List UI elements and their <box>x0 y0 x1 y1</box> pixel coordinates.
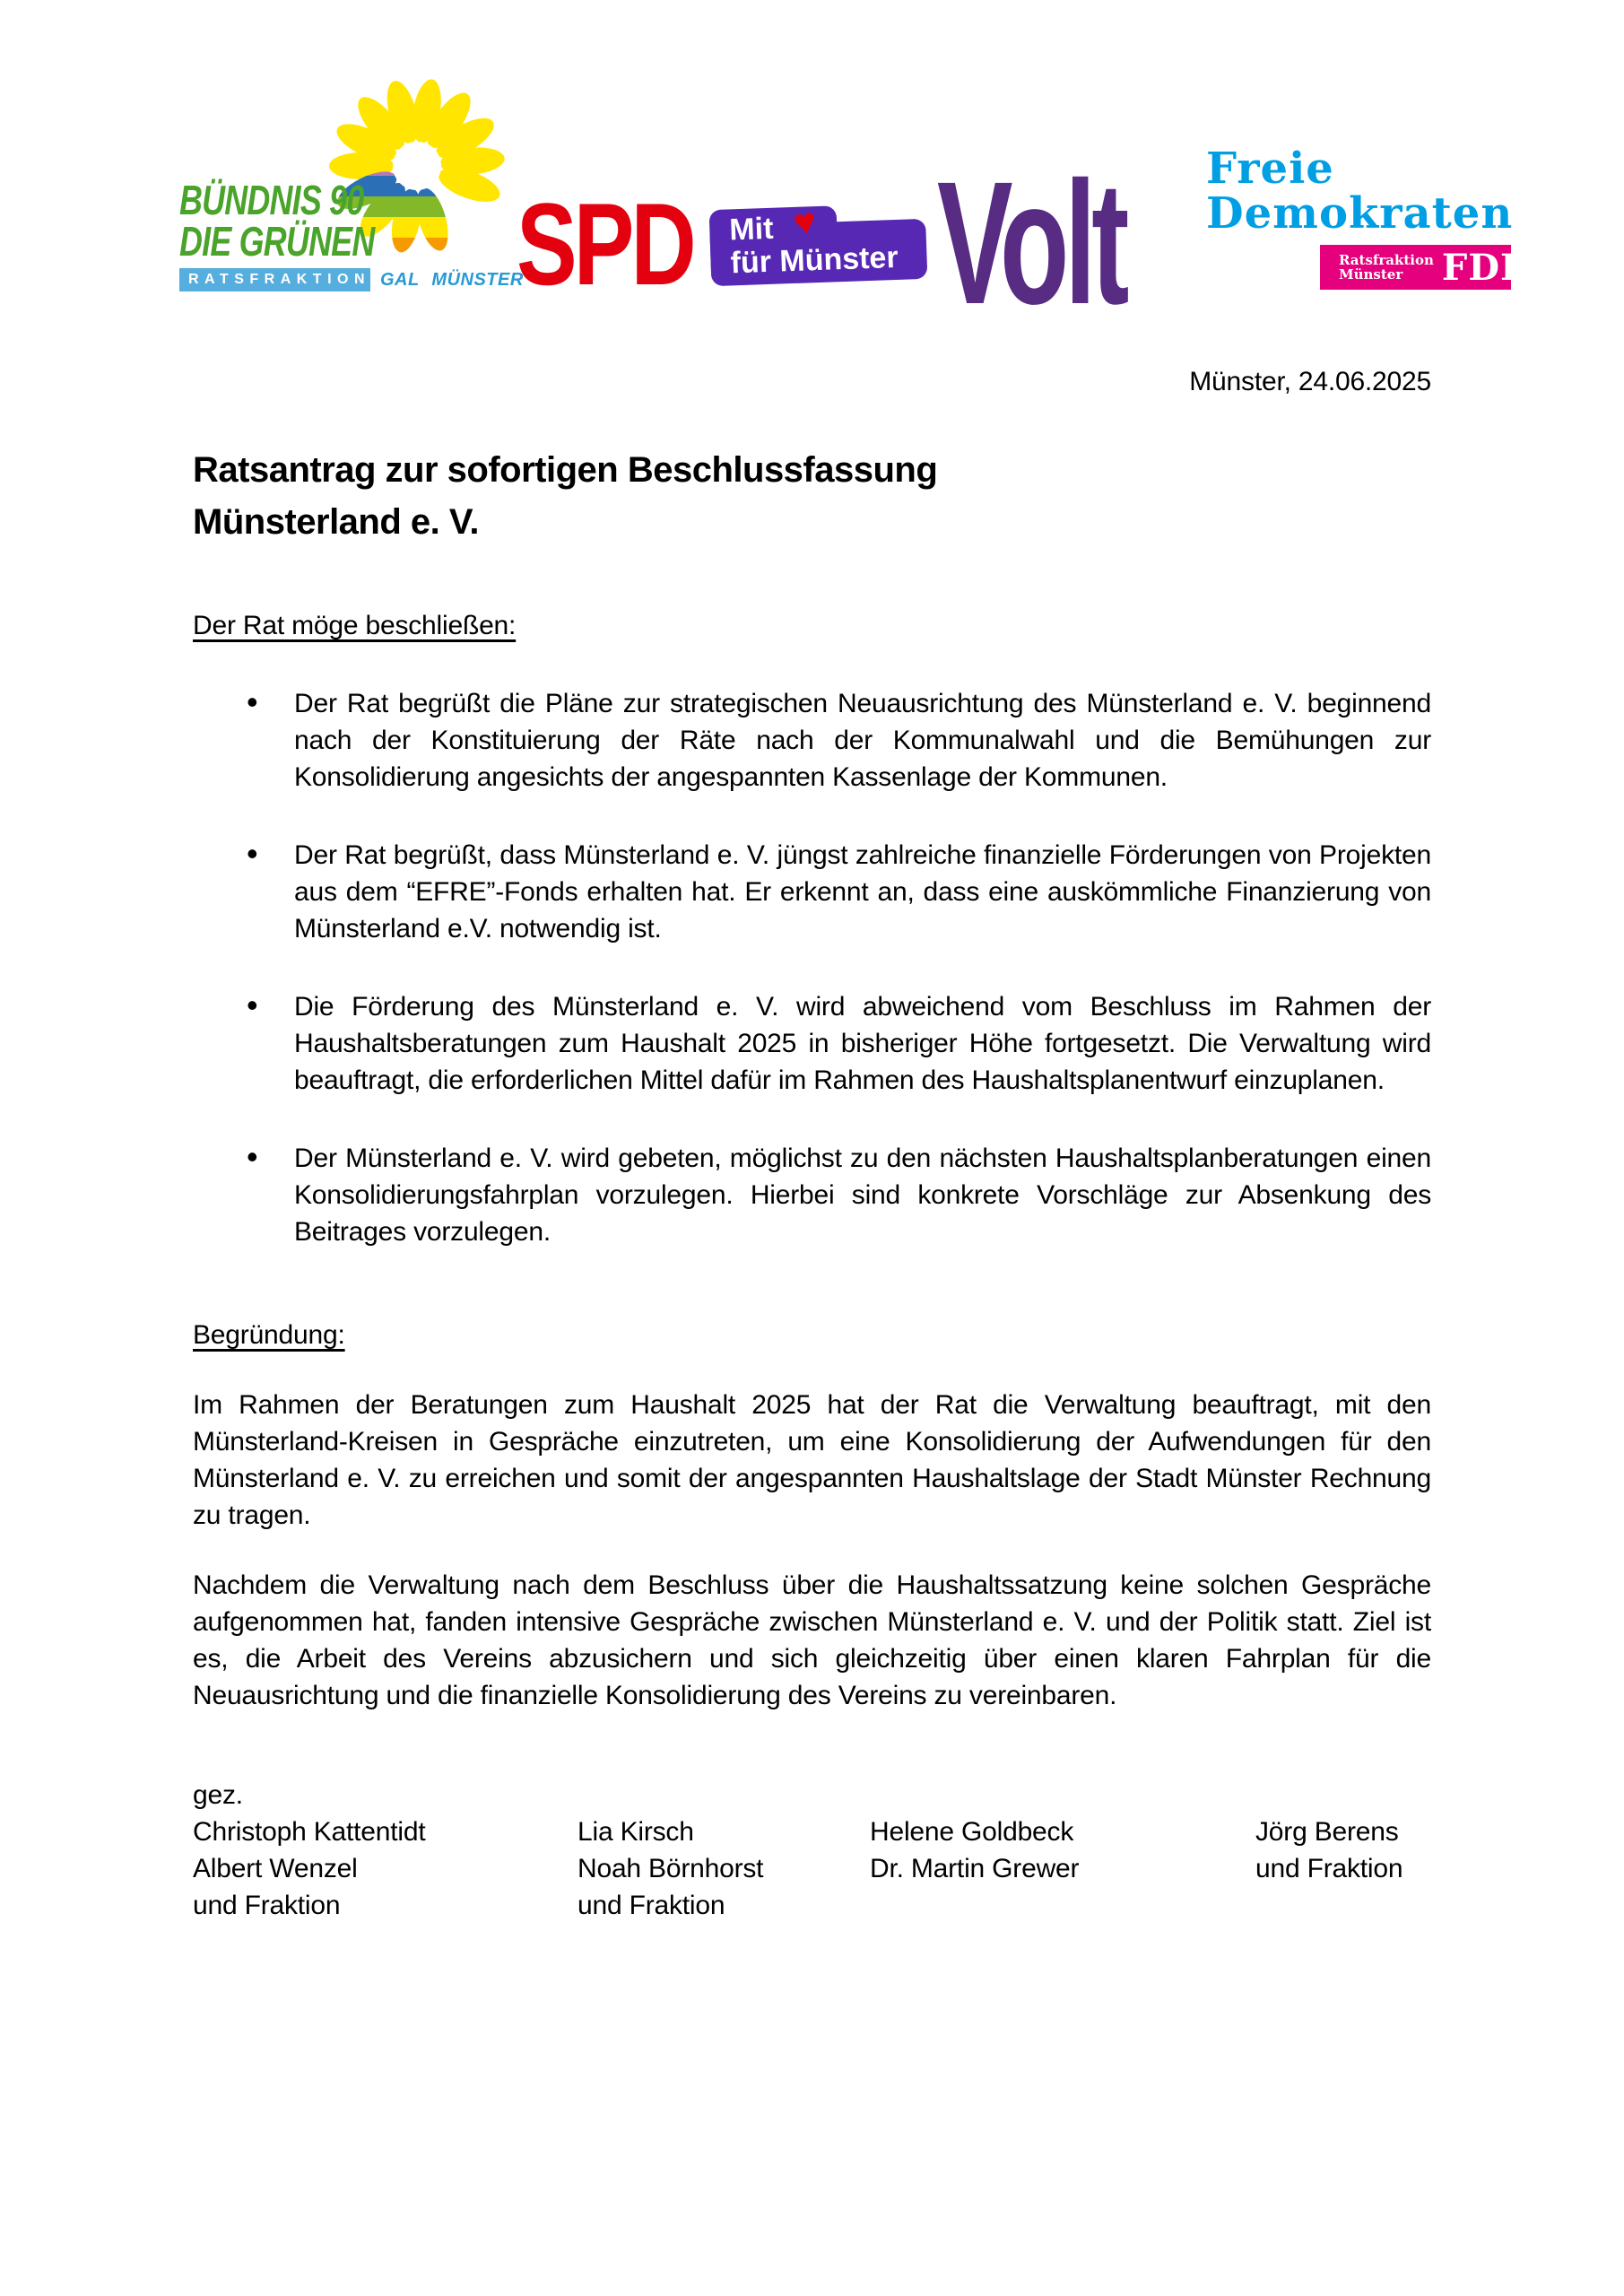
signature-name: Helene Goldbeck <box>870 1817 1074 1847</box>
fdp-fraktion-line1: Ratsfraktion <box>1339 252 1434 268</box>
signature-block <box>193 1813 1431 1924</box>
logo-volt: Volt <box>937 145 1125 341</box>
signature-name: Dr. Martin Grewer <box>870 1854 1080 1883</box>
fdp-fraktion-line2: Münster <box>1339 266 1403 283</box>
justification-paragraph: Nachdem die Verwaltung nach dem Beschluss über die Haushaltssatzung keine solchen Gespräche aufgenommen hat, fanden intensive Gespräche zwischen Münsterland e. V. und der Politik statt. Ziel ist es, die Arbeit des Vereins abzusichern und sich gleichzeitig über einen klaren Fahrplan für die Neuausrichtung und die finanzielle Konsolidierung des Vereins zu vereinbaren. <box>193 1570 1431 1710</box>
signature-prefix: gez. <box>193 1780 243 1810</box>
signature-column <box>578 1813 870 1924</box>
signature-name: Jörg Berens <box>1255 1817 1399 1847</box>
signature-name: und Fraktion <box>578 1891 725 1920</box>
resolution-bullet-list <box>193 685 1431 1250</box>
heart-icon: ♥ <box>790 198 820 245</box>
page-title <box>193 444 1431 548</box>
title-line2: Münsterland e. V. <box>193 502 479 542</box>
signature-name: Lia Kirsch <box>578 1817 694 1847</box>
fdp-line1: Freie <box>1206 144 1334 194</box>
title-line1: Ratsantrag zur sofortigen Beschlussfassung <box>193 450 938 490</box>
bullet-item: • Der Münsterland e. V. wird gebeten, möglichst zu den nächsten Haushaltsplanberatungen einen Konsolidierungsfahrplan vorzulegen. Hierbei sind konkrete Vorschläge zur Absenkung des Beitrages vorzulegen. <box>294 1140 1431 1250</box>
spd-wordmark: SPD <box>517 178 693 309</box>
signature-column <box>870 1813 1255 1924</box>
gruene-ratsfraktion-bar: RATSFRAKTION <box>179 268 370 291</box>
spd-badge-line1: Mit <box>728 211 775 248</box>
bullet-item: • Die Förderung des Münsterland e. V. wird abweichend vom Beschluss im Rahmen der Haushaltsberatungen zum Haushalt 2025 in bisheriger Höhe fortgesetzt. Die Verwaltung wird beauftragt, die erforderlichen Mittel dafür im Rahmen des Haushaltsplanentwurf einzuplanen. <box>294 988 1431 1099</box>
letter-body <box>193 0 1431 1924</box>
gruene-line1: BÜNDNIS 90 <box>179 177 364 223</box>
signature-column <box>1255 1813 1431 1924</box>
signature-name: Noah Börnhorst <box>578 1854 764 1883</box>
gruene-gal-muenster: GAL MÜNSTER <box>380 270 524 290</box>
signature-column <box>193 1813 578 1924</box>
spd-badge-line2: für Münster <box>729 239 899 281</box>
bullet-item: • Der Rat begrüßt, dass Münsterland e. V. jüngst zahlreiche finanzielle Förderungen von Projekten aus dem “EFRE”-Fonds erhalten hat. Er erkennt an, dass eine auskömmliche Finanzierung von Münsterland e.V. notwendig ist. <box>294 837 1431 947</box>
fdp-line2: Demokraten <box>1206 188 1514 239</box>
signature-name: und Fraktion <box>1255 1854 1403 1883</box>
date-line: Münster, 24.06.2025 <box>1189 367 1431 396</box>
signature-name: Christoph Kattentidt <box>193 1817 426 1847</box>
resolution-heading: Der Rat möge beschließen: <box>193 611 517 640</box>
justification-heading: Begründung: <box>193 1320 345 1350</box>
signature-name: Albert Wenzel <box>193 1854 358 1883</box>
fdp-acronym: FDP <box>1441 246 1529 289</box>
justification-paragraph: Im Rahmen der Beratungen zum Haushalt 2025 hat der Rat die Verwaltung beauftragt, mit den Münsterland-Kreisen in Gespräche einzutreten, um eine Konsolidierung der Aufwendungen für den Münsterland e. V. zu erreichen und somit der angespannten Haushaltslage der Stadt Münster Rechnung zu tragen. <box>193 1390 1431 1530</box>
signature-name: und Fraktion <box>193 1891 341 1920</box>
bullet-item: • Der Rat begrüßt die Pläne zur strategischen Neuausrichtung des Münsterland e. V. beginnend nach der Konstituierung der Räte nach der Kommunalwahl und die Bemühungen zur Konsolidierung angesichts der angespannten Kassenlage der Kommunen. <box>294 685 1431 796</box>
gruene-line2: DIE GRÜNEN <box>179 218 375 265</box>
